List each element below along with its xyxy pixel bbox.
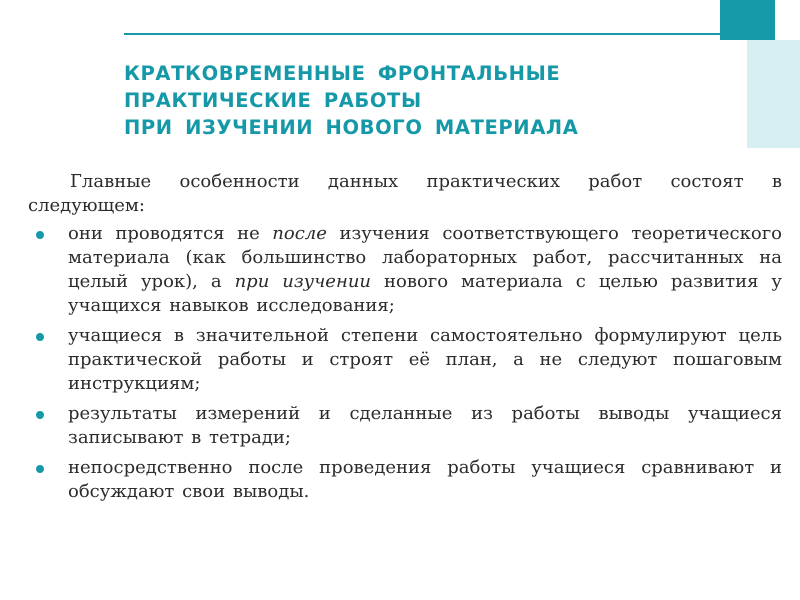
list-item	[28, 222, 782, 318]
list-item-text: результаты измерений и сделанные из работы выводы учащиеся записывают в тетради;	[68, 403, 782, 448]
list-item	[28, 456, 782, 504]
header-rule	[124, 33, 720, 35]
emphasis-text: при изучении	[234, 271, 372, 292]
body-text	[28, 170, 782, 510]
emphasis-text: после	[272, 223, 327, 244]
corner-accent-block	[720, 0, 775, 40]
list-item-text: учащиеся в значительной степени самостоятельно формулируют цель практической работы и строят её план, а не следуют пошаговым инструкциям;	[68, 325, 782, 394]
title-line: ПРИ ИЗУЧЕНИИ НОВОГО МАТЕРИАЛА	[124, 116, 579, 139]
features-list	[28, 222, 782, 504]
side-accent-panel	[747, 40, 800, 148]
list-item	[28, 324, 782, 396]
title-line: ПРАКТИЧЕСКИЕ РАБОТЫ	[124, 89, 422, 112]
bullet-dot-icon	[36, 411, 44, 419]
list-item	[28, 402, 782, 450]
title-line: КРАТКОВРЕМЕННЫЕ ФРОНТАЛЬНЫЕ	[124, 62, 561, 85]
bullet-dot-icon	[36, 231, 44, 239]
page-title	[124, 60, 578, 141]
list-item-text: изучения соответствующего теоретического материала (как большинство лабораторных работ, рассчитанных на целый урок), а	[68, 223, 782, 292]
bullet-dot-icon	[36, 333, 44, 341]
intro-paragraph: Главные особенности данных практических работ состоят в следующем:	[28, 171, 782, 216]
list-item-text: нового материала с целью развития у учащихся навыков исследования;	[68, 271, 782, 316]
list-item-text: они проводятся не	[68, 223, 273, 244]
bullet-dot-icon	[36, 465, 44, 473]
list-item-text: непосредственно после проведения работы учащиеся сравнивают и обсуждают свои выводы.	[68, 457, 782, 502]
